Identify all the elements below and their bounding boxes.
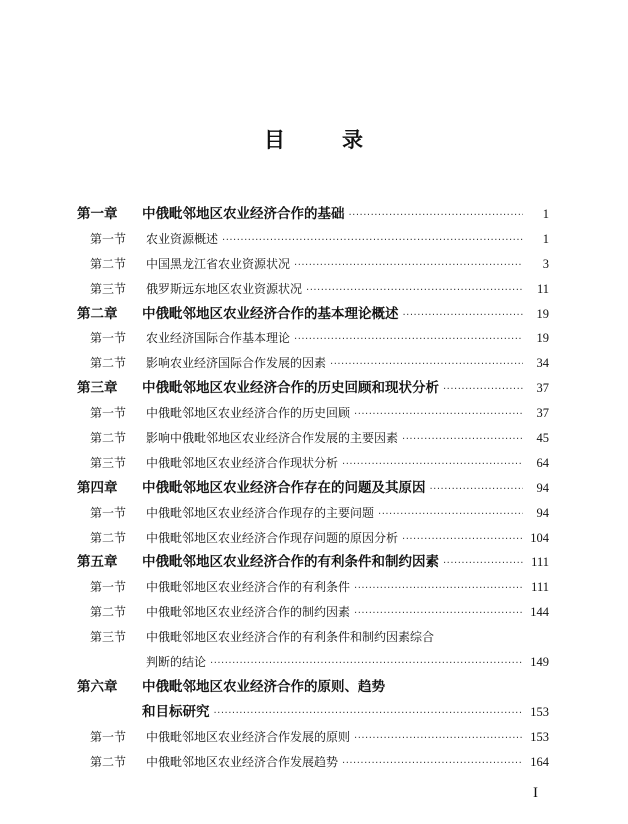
section-title: 中俄毗邻地区农业经济合作的制约因素: [146, 605, 351, 620]
section-number: 第二节: [90, 431, 127, 446]
page-number: 1: [542, 231, 549, 246]
page-number: 153: [530, 704, 549, 719]
dot-leader: [349, 204, 524, 229]
section-number: 第二节: [90, 256, 127, 271]
toc-section-continuation[interactable]: [77, 650, 549, 675]
page-number: 111: [531, 580, 549, 595]
page-number: 104: [530, 530, 549, 545]
toc-chapter-5[interactable]: [77, 550, 549, 575]
page-number: 19: [536, 306, 549, 321]
dot-leader: [403, 304, 524, 329]
dot-leader: [294, 328, 523, 353]
dot-leader: [402, 528, 523, 553]
toc-chapter-continuation[interactable]: [77, 700, 549, 725]
section-title: 中俄毗邻地区农业经济合作现状分析: [146, 455, 339, 470]
toc-section[interactable]: [77, 625, 549, 650]
section-number: 第三节: [90, 630, 127, 645]
section-number: 第三节: [90, 281, 127, 296]
page-number: 94: [536, 505, 549, 520]
chapter-title-continued: 和目标研究: [142, 703, 210, 720]
page-number: 64: [536, 455, 549, 470]
section-title: 俄罗斯远东地区农业资源状况: [146, 281, 303, 296]
toc-chapter-2[interactable]: [77, 302, 549, 327]
section-title: 中俄毗邻地区农业经济合作发展的原则: [146, 729, 351, 744]
section-title: 影响农业经济国际合作发展的因素: [146, 356, 327, 371]
dot-leader: [306, 279, 523, 304]
chapter-title: 中俄毗邻地区农业经济合作的基础: [142, 206, 345, 222]
page-number: 37: [536, 406, 549, 421]
dot-leader: [294, 254, 523, 279]
page-title: [0, 124, 628, 154]
section-title: 影响中俄毗邻地区农业经济合作发展的主要因素: [146, 431, 399, 446]
page-number: 37: [536, 381, 549, 396]
toc-chapter-6[interactable]: [77, 675, 549, 700]
toc-section[interactable]: [77, 451, 549, 476]
section-title-continued: 判断的结论: [146, 655, 207, 670]
toc-chapter-4[interactable]: [77, 476, 549, 501]
chapter-title: 中俄毗邻地区农业经济合作的基本理论概述: [142, 305, 399, 322]
section-title: 中俄毗邻地区农业经济合作现存问题的原因分析: [146, 530, 399, 545]
section-title: 中俄毗邻地区农业经济合作的有利条件和制约因素综合: [146, 630, 435, 645]
section-number: 第二节: [90, 605, 127, 620]
page-number: 45: [536, 431, 549, 446]
toc-section[interactable]: [77, 326, 549, 351]
toc-section[interactable]: [77, 252, 549, 277]
section-number: 第二节: [90, 530, 127, 545]
chapter-title: 中俄毗邻地区农业经济合作的有利条件和制约因素: [142, 554, 439, 571]
section-number: 第三节: [90, 455, 127, 470]
toc-chapter-3[interactable]: [77, 376, 549, 401]
page-number: 1: [542, 207, 549, 221]
toc-section[interactable]: [77, 277, 549, 302]
dot-leader: [354, 602, 523, 627]
dot-leader: [330, 353, 523, 378]
title-char-2: 录: [342, 128, 364, 152]
dot-leader: [354, 727, 523, 752]
dot-leader: [443, 378, 523, 403]
dot-leader: [354, 403, 523, 428]
title-char-1: 目: [264, 128, 286, 152]
dot-leader: [402, 428, 523, 453]
dot-leader: [430, 478, 524, 503]
chapter-title: 中俄毗邻地区农业经济合作的原则、趋势: [142, 678, 385, 695]
toc-section[interactable]: [77, 725, 549, 750]
dot-leader: [214, 702, 524, 727]
page-number: 11: [536, 281, 549, 296]
toc-section[interactable]: [77, 750, 549, 775]
section-number: 第一节: [90, 505, 127, 520]
toc-section[interactable]: [77, 351, 549, 376]
table-of-contents: [77, 202, 549, 774]
section-title: 农业经济国际合作基本理论: [146, 331, 291, 346]
section-title: 中俄毗邻地区农业经济合作发展趋势: [146, 754, 339, 769]
chapter-title: 中俄毗邻地区农业经济合作的历史回顾和现状分析: [142, 380, 439, 397]
chapter-number: 第四章: [77, 479, 118, 496]
section-number: 第二节: [90, 356, 127, 371]
section-number: 第一节: [90, 406, 127, 421]
toc-section[interactable]: [77, 501, 549, 526]
chapter-number: 第五章: [77, 554, 118, 571]
dot-leader: [354, 577, 523, 602]
page-number: 19: [536, 331, 549, 346]
section-number: 第一节: [90, 331, 127, 346]
chapter-number: 第二章: [77, 305, 118, 322]
chapter-number: 第三章: [77, 380, 118, 397]
toc-section[interactable]: [77, 401, 549, 426]
page-folio: I: [533, 785, 538, 801]
toc-section[interactable]: [77, 600, 549, 625]
page-number: 94: [536, 480, 549, 495]
toc-section[interactable]: [77, 227, 549, 252]
chapter-number: 第六章: [77, 678, 118, 695]
section-title: 农业资源概述: [146, 231, 219, 246]
page-number: 153: [530, 729, 549, 744]
section-title: 中国黑龙江省农业资源状况: [146, 256, 291, 271]
toc-section[interactable]: [77, 426, 549, 451]
dot-leader: [342, 752, 523, 777]
page-number: 164: [530, 754, 549, 769]
page-number: 144: [530, 605, 549, 620]
section-title: 中俄毗邻地区农业经济合作现存的主要问题: [146, 505, 375, 520]
dot-leader: [222, 229, 523, 254]
section-number: 第一节: [90, 580, 127, 595]
toc-section[interactable]: [77, 526, 549, 551]
page-number: 3: [542, 256, 549, 271]
page-number: 149: [530, 655, 549, 670]
chapter-title: 中俄毗邻地区农业经济合作存在的问题及其原因: [142, 479, 426, 496]
chapter-number: 第一章: [77, 206, 118, 222]
toc-chapter-1[interactable]: [77, 202, 549, 227]
section-number: 第一节: [90, 729, 127, 744]
dot-leader: [443, 552, 523, 577]
toc-section[interactable]: [77, 575, 549, 600]
section-title: 中俄毗邻地区农业经济合作的有利条件: [146, 580, 351, 595]
dot-leader: [378, 503, 523, 528]
section-number: 第二节: [90, 754, 127, 769]
section-title: 中俄毗邻地区农业经济合作的历史回顾: [146, 406, 351, 421]
page-number: 34: [536, 356, 549, 371]
dot-leader: [210, 652, 523, 677]
dot-leader: [342, 453, 523, 478]
section-number: 第一节: [90, 231, 127, 246]
page-number: 111: [531, 555, 549, 570]
